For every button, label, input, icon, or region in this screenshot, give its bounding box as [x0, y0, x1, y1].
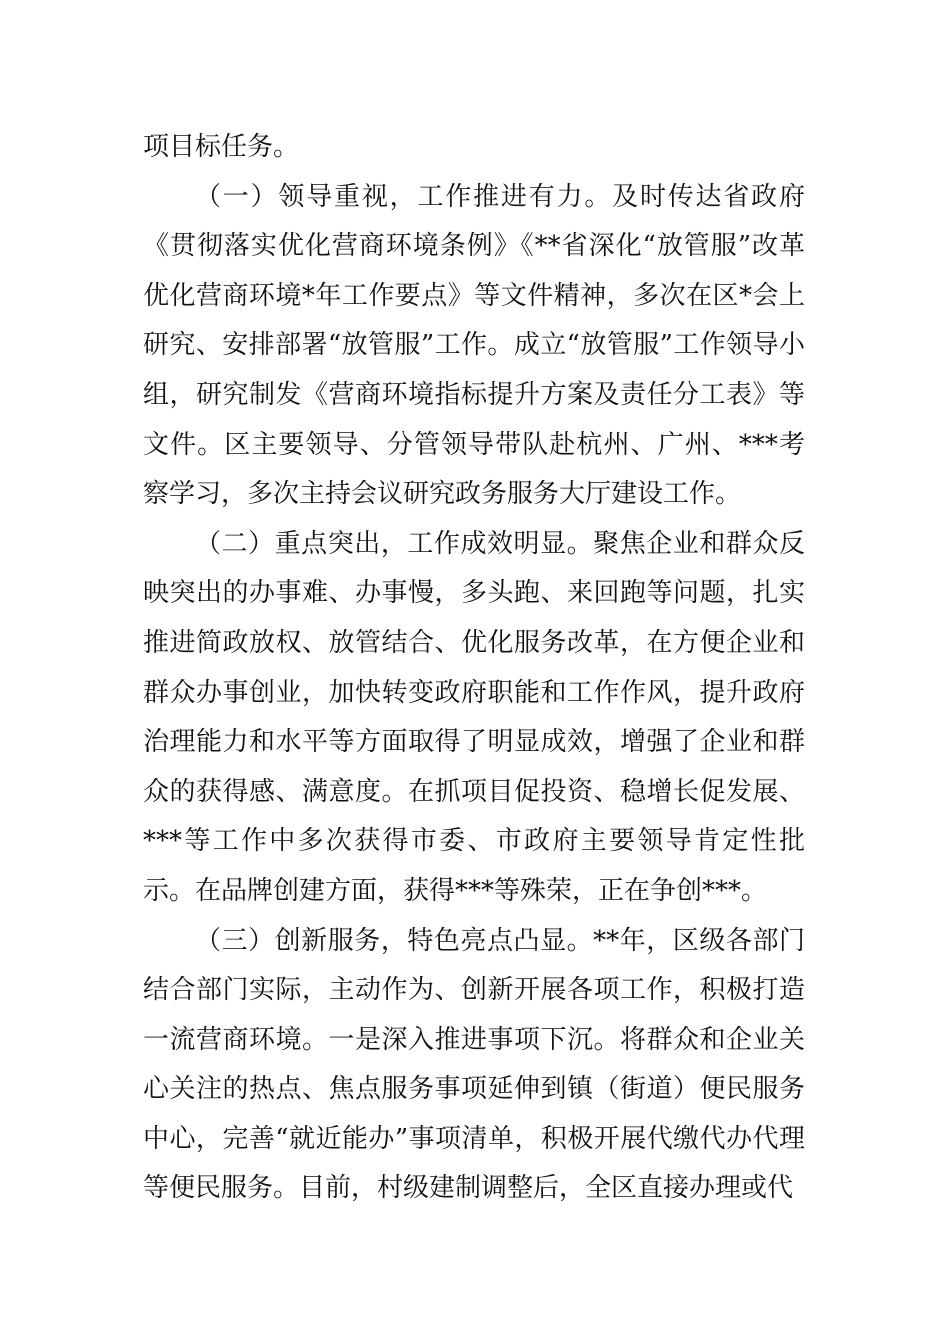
- document-body: [143, 123, 805, 1214]
- paragraph-leadership: （一）领导重视，工作推进有力。及时传达省政府《贯彻落实优化营商环境条例》《**省深化“放管服”改革优化营商环境*年工作要点》等文件精神，多次在区*会上研究、安排部署“放管服”工作。成立“放管服”工作领导小组，研究制发《营商环境指标提升方案及责任分工表》等文件。区主要领导、分管领导带队赴杭州、广州、***考察学习，多次主持会议研究政务服务大厅建设工作。: [143, 181, 805, 510]
- paragraph-continuation: 项目标任务。: [143, 132, 300, 162]
- paragraph-innovation: （三）创新服务，特色亮点凸显。**年，区级各部门结合部门实际，主动作为、创新开展各项工作，积极打造一流营商环境。一是深入推进事项下沉。将群众和企业关心关注的热点、焦点服务事项延伸到镇（街道）便民服务中心，完善“就近能办”事项清单，积极开展代缴代办代理等便民服务。目前，村级建制调整后，全区直接办理或代: [143, 925, 805, 1204]
- paragraph-key-points: （二）重点突出，工作成效明显。聚焦企业和群众反映突出的办事难、办事慢，多头跑、来回跑等问题，扎实推进简政放权、放管结合、优化服务改革，在方便企业和群众办事创业，加快转变政府职能和工作作风，提升政府治理能力和水平等方面取得了明显成效，增强了企业和群众的获得感、满意度。在抓项目促投资、稳增长促发展、***等工作中多次获得市委、市政府主要领导肯定性批示。在品牌创建方面，获得***等殊荣，正在争创***。: [143, 528, 805, 906]
